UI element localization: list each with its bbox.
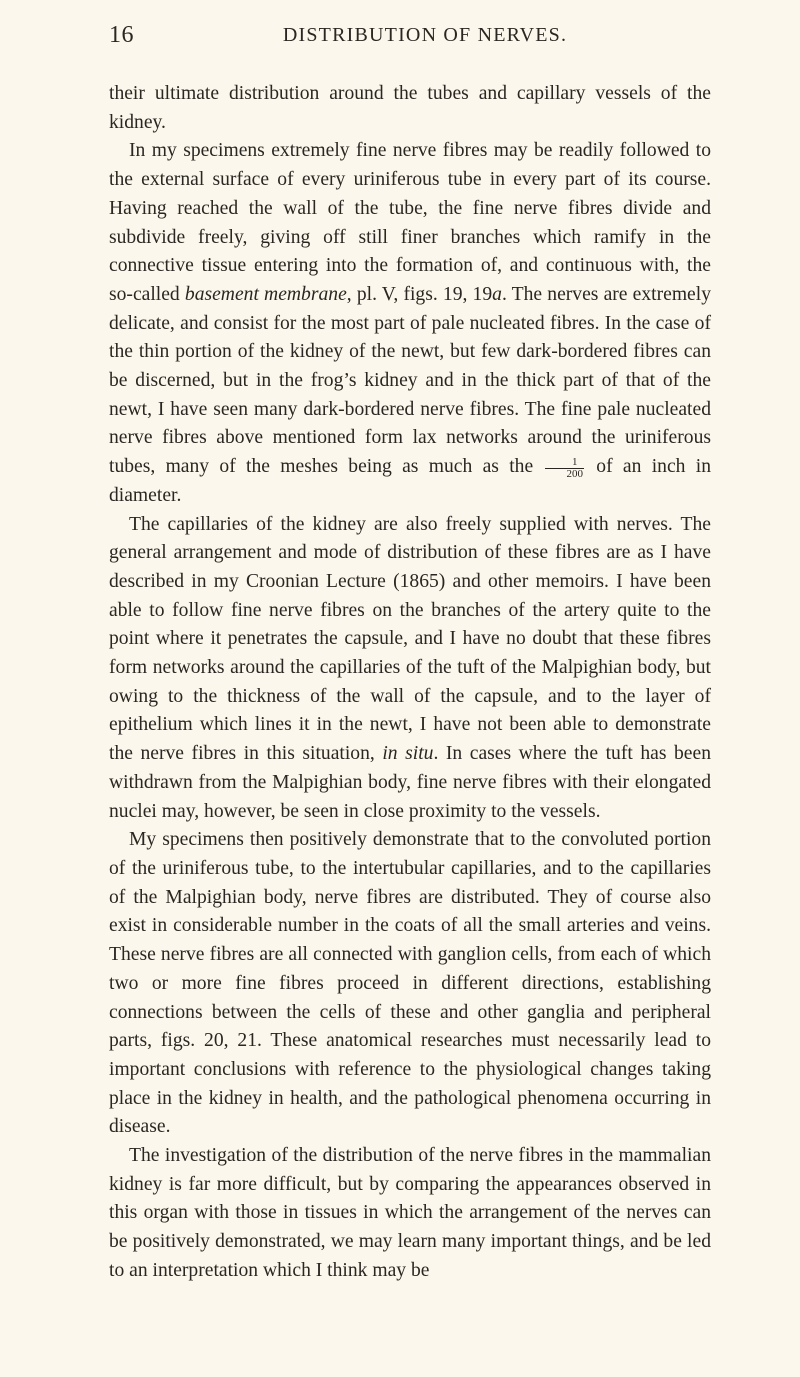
paragraph-3-part-a: The capillaries of the kidney are also freely supplied with nerves. The general arrangement and mode of distribution of these fibres are as I have described in my Croonian Lecture (1865) and other memoirs. I have been able to follow fine nerve fibres on the branches of the artery quite to the point where it penetrates the capsule, and I have no doubt that these fibres form networks around the capillaries of the tuft of the Malpighian body, but owing to the thickness of the wall of the capsule, and to the layer of epithelium which lines it in the newt, I have not been able to demonstrate the nerve fibres in this situation,	[109, 513, 711, 765]
paragraph-3	[109, 511, 711, 827]
paragraph-5	[109, 1142, 711, 1286]
paragraph-3-part-b: . In cases where the tuft has been withdrawn from the Malpighian body, fine nerve fibres with their elongated nuclei may, however, be seen in close proximity to the vessels.	[109, 743, 711, 822]
running-title: DISTRIBUTION OF NERVES.	[282, 24, 568, 46]
paragraph-2-part-b: , pl. V, figs. 19, 19	[346, 283, 493, 305]
paragraph-2-part-d: of an inch in diameter.	[109, 456, 711, 506]
paragraph-2-part-a: In my specimens extremely fine nerve fibres may be readily followed to the external surface of every uriniferous tube in every part of its course. Having reached the wall of the tube, the fine nerve fibres divide and subdivide freely, giving off still finer branches which ramify in the connective tissue entering into the formation of, and continuous with, the so-called	[109, 140, 711, 305]
paragraph-5-text: The investigation of the distribution of the nerve fibres in the mammalian kidney is far more difficult, but by comparing the appearances observed in this organ with those in tissues in which the arrangement of the nerves can be positively demonstrated, we may learn many important things, and be led to an interpretation which I think may be	[109, 1145, 711, 1281]
fraction-denominator: 200	[566, 468, 583, 481]
page-number: 16	[109, 22, 134, 48]
paragraph-4-text: My specimens then positively demonstrate that to the convoluted portion of the uriniferous tube, to the intertubular capillaries, and to the capillaries of the Malpighian body, nerve fibres are distributed. They of course also exist in considerable number in the coats of all the small arteries and veins. These nerve fibres are all connected with ganglion cells, from each of which two or more fine fibres proceed in different directions, establishing connections between the cells of these and other ganglia and peripheral parts, figs. 20, 21. These anatomical researches must necessarily lead to important conclusions with reference to the physiological changes taking place in the kidney in health, and the pathological phenomena occurring in disease.	[109, 829, 711, 1138]
paragraph-2-emphasis-basement-membrane: basement membrane	[184, 283, 347, 305]
paragraph-2-emphasis-a: a	[492, 283, 502, 305]
paragraph-2-part-c: . The nerves are extremely delicate, and consist for the most part of pale nucleated fibres. In the case of the thin portion of the kidney of the newt, but few dark-bordered fibres can be discerned, but in the frog’s kidney and in the thick part of that of the newt, I have seen many dark-bordered nerve fibres. The fine pale nucleated nerve fibres above mentioned form lax networks around the uriniferous tubes, many of the meshes being as much as the	[109, 283, 711, 478]
paragraph-2	[109, 137, 711, 510]
paragraph-3-emphasis-in-situ: in situ	[382, 743, 434, 765]
running-head	[109, 22, 711, 62]
fraction-one-two-hundredth	[545, 457, 584, 480]
fraction-numerator: 1	[545, 457, 584, 469]
page	[109, 22, 711, 1286]
paragraph-1-text: their ultimate distribution around the tubes and capillary vessels of the kidney.	[109, 83, 711, 133]
body-text	[109, 80, 711, 1286]
paragraph-1	[109, 80, 711, 137]
paragraph-4	[109, 826, 711, 1142]
